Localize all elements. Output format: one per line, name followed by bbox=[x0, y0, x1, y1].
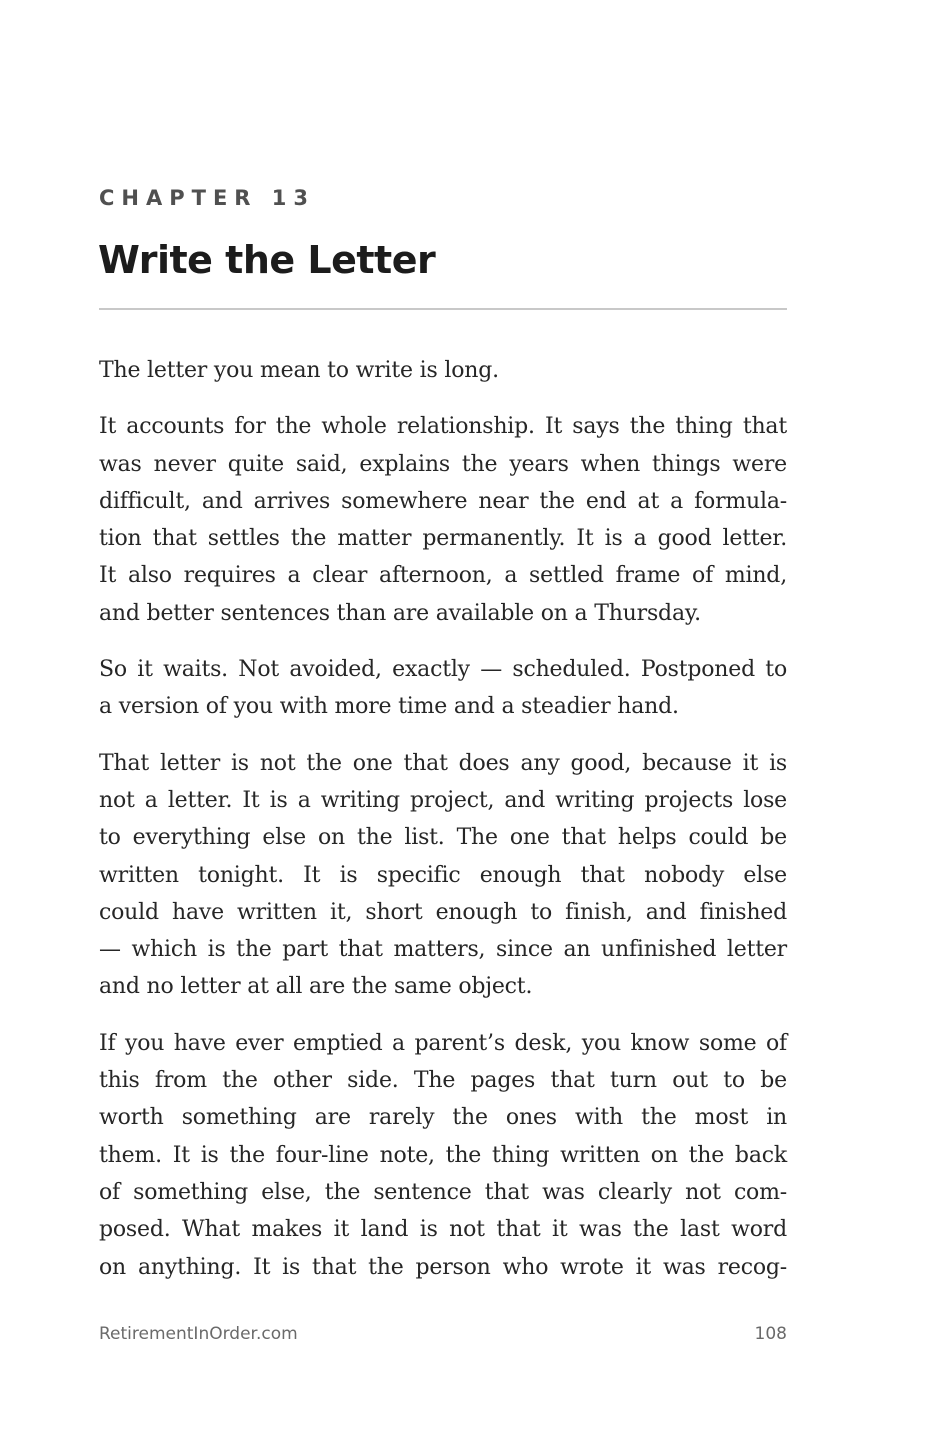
title-divider bbox=[99, 308, 787, 310]
text-line: a version of you with more time and a steadier hand. bbox=[99, 694, 679, 720]
paragraph bbox=[99, 651, 787, 726]
text-line: The letter you mean to write is long. bbox=[99, 358, 499, 383]
text-line: written tonight. It is specific enough that nobody else bbox=[99, 862, 787, 888]
paragraph bbox=[99, 352, 787, 389]
text-line: could have written it, short enough to finish, and finished bbox=[99, 899, 787, 925]
text-line: So it waits. Not avoided, exactly — scheduled. Postponed to bbox=[99, 657, 787, 683]
text-line: That letter is not the one that does any good, because it is bbox=[99, 750, 787, 776]
text-line: It accounts for the whole relationship. It says the thing that bbox=[99, 414, 787, 440]
text-line: If you have ever emptied a parent’s desk, you know some of bbox=[99, 1030, 787, 1056]
text-line: on anything. It is that the person who wrote it was recog- bbox=[99, 1254, 787, 1280]
text-line: not a letter. It is a writing project, and writing projects lose bbox=[99, 787, 787, 813]
text-line: tion that settles the matter permanently. It is a good letter. bbox=[99, 526, 787, 552]
text-line: — which is the part that matters, since an unfinished letter bbox=[99, 937, 787, 963]
text-line: them. It is the four-line note, the thing written on the back bbox=[99, 1142, 787, 1168]
paragraph bbox=[99, 1025, 787, 1286]
text-line: of something else, the sentence that was clearly not com- bbox=[99, 1179, 787, 1205]
text-line: It also requires a clear afternoon, a settled frame of mind, bbox=[99, 563, 787, 589]
text-line: to everything else on the list. The one that helps could be bbox=[99, 825, 787, 851]
paragraph bbox=[99, 745, 787, 1006]
chapter-title: Write the Letter bbox=[98, 238, 436, 282]
text-line: was never quite said, explains the years when things were bbox=[99, 451, 787, 477]
paragraph bbox=[99, 408, 787, 632]
chapter-label: CHAPTER 13 bbox=[99, 186, 316, 210]
text-line: and better sentences than are available on a Thursday. bbox=[99, 600, 701, 626]
footer-website: RetirementInOrder.com bbox=[99, 1324, 298, 1344]
page-number: 108 bbox=[754, 1324, 787, 1344]
text-line: difficult, and arrives somewhere near the end at a formula- bbox=[99, 488, 787, 514]
text-line: and no letter at all are the same object. bbox=[99, 974, 533, 1000]
text-line: worth something are rarely the ones with the most in bbox=[99, 1105, 787, 1131]
text-line: this from the other side. The pages that turn out to be bbox=[99, 1068, 787, 1094]
chapter-body bbox=[99, 352, 787, 1305]
text-line: posed. What makes it land is not that it was the last word bbox=[99, 1217, 787, 1243]
